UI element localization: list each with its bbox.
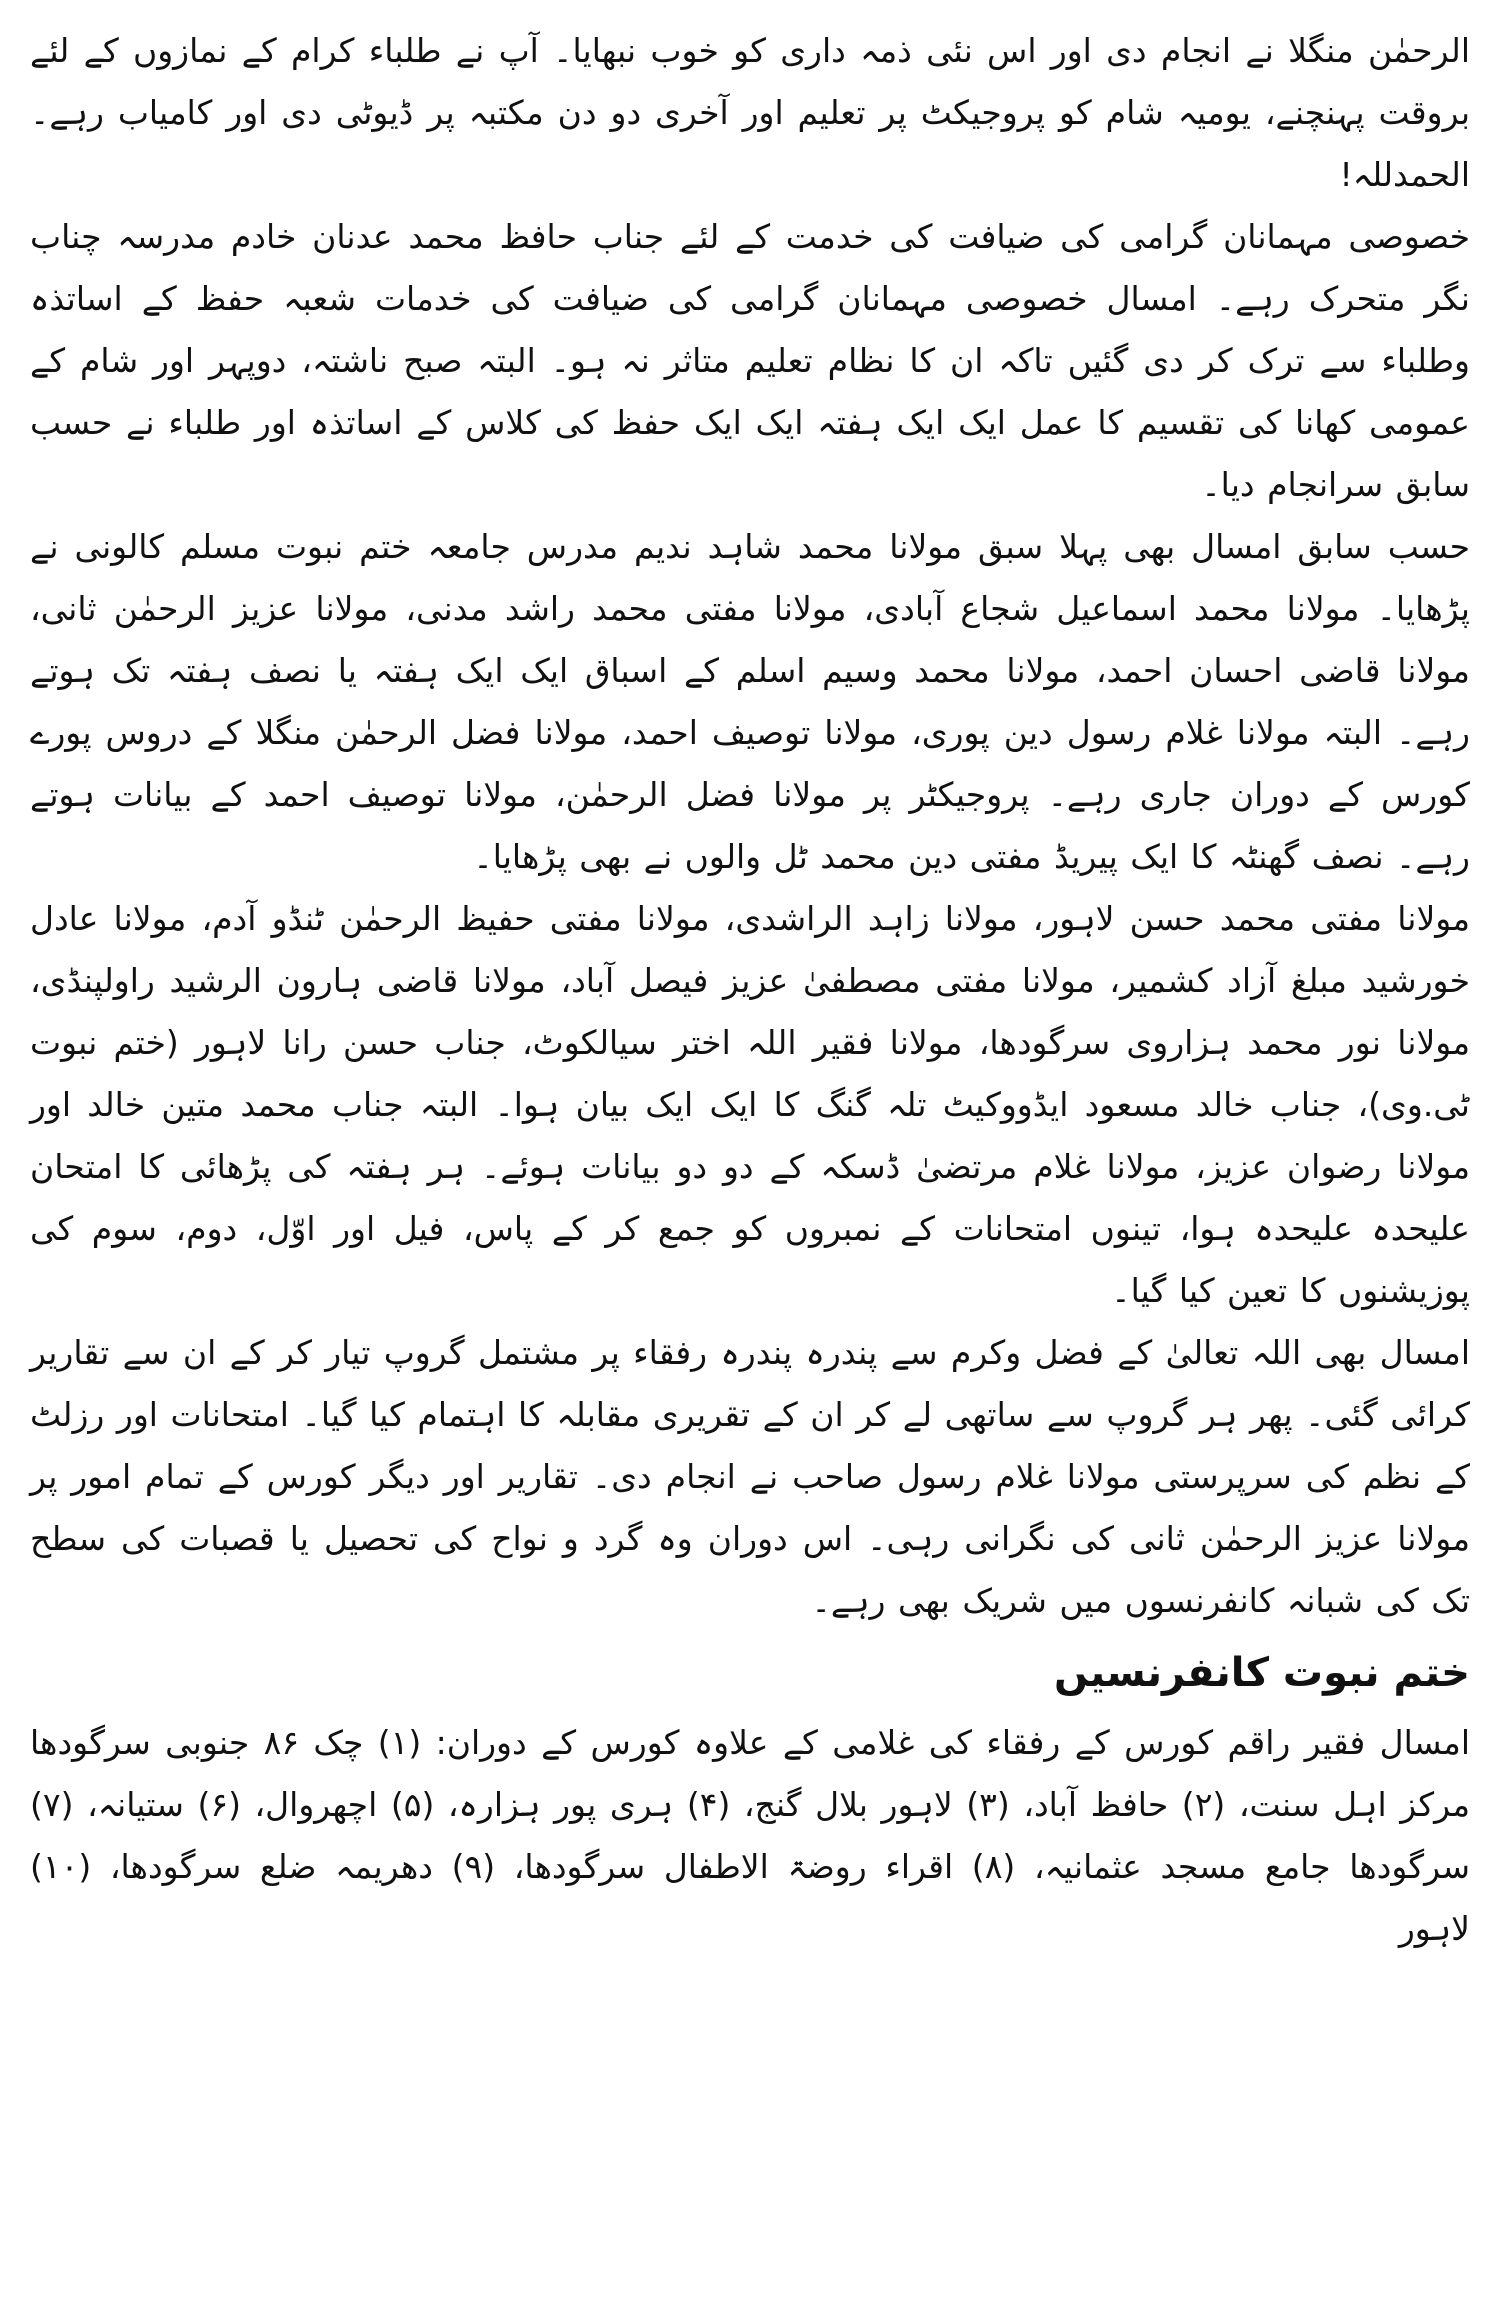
paragraph-3: حسب سابق امسال بھی پہلا سبق مولانا محمد شاہد ندیم مدرس جامعہ ختم نبوت مسلم کالونی نے پڑھایا۔ مولانا محمد اسماعیل شجاع آبادی، مولانا مفتی محمد راشد مدنی، مولانا عزیز الرحمٰن ثانی، مولانا قاضی احسان احمد، مولانا محمد وسیم اسلم کے اسباق ایک ایک ہفتہ یا نصف ہفتہ تک ہوتے رہے۔ البتہ مولانا غلام رسول دین پوری، مولانا توصیف احمد، مولانا فضل الرحمٰن منگلا کے دروس پورے کورس کے دوران جاری رہے۔ پروجیکٹر پر مولانا فضل الرحمٰن، مولانا توصیف احمد کے بیانات ہوتے رہے۔ نصف گھنٹہ کا ایک پیریڈ مفتی دین محمد ٹل والوں نے بھی پڑھایا۔: [30, 527, 1470, 876]
paragraph-1: الرحمٰن منگلا نے انجام دی اور اس نئی ذمہ داری کو خوب نبھایا۔ آپ نے طلباء کرام کے نمازوں کے لئے بروقت پہنچنے، یومیہ شام کو پروجیکٹ پر تعلیم اور آخری دو دن مکتبہ پر ڈیوٹی دی اور کامیاب رہے۔ الحمدللہ!: [30, 31, 1470, 194]
document-page: [30, 20, 1470, 2280]
paragraph-6: امسال فقیر راقم کورس کے رفقاء کی غلامی کے علاوہ کورس کے دوران: (۱) چک ۸۶ جنوبی سرگودھا مرکز اہل سنت، (۲) حافظ آباد، (۳) لاہور بلال گنج، (۴) ہری پور ہزارہ، (۵) اچھروال، (۶) ستیانہ، (۷) سرگودھا جامع مسجد عثمانیہ، (۸) اقراء روضۃ الاطفال سرگودھا، (۹) دھریمہ ضلع سرگودھا، (۱۰) لاہور: [30, 1723, 1471, 1948]
paragraph-5: امسال بھی اللہ تعالیٰ کے فضل وکرم سے پندرہ پندرہ رفقاء پر مشتمل گروپ تیار کر کے ان سے تقاریر کرائی گئی۔ پھر ہر گروپ سے ساتھی لے کر ان کے تقریری مقابلہ کا اہتمام کیا گیا۔ امتحانات اور رزلٹ کے نظم کی سرپرستی مولانا غلام رسول صاحب نے انجام دی۔ تقاریر اور دیگر کورس کے تمام امور پر مولانا عزیز الرحمٰن ثانی کی نگرانی رہی۔ اس دوران وہ گرد و نواح کی تحصیل یا قصبات کی سطح تک کی شبانہ کانفرنسوں میں شریک بھی رہے۔: [30, 1333, 1470, 1620]
paragraph-2: خصوصی مہمانان گرامی کی ضیافت کی خدمت کے لئے جناب حافظ محمد عدنان خادم مدرسہ چناب نگر متحرک رہے۔ امسال خصوصی مہمانان گرامی کی ضیافت کی خدمات شعبہ حفظ کے اساتذہ وطلباء سے ترک کر دی گئیں تاکہ ان کا نظام تعلیم متاثر نہ ہو۔ البتہ صبح ناشتہ، دوپہر اور شام کے عمومی کھانا کی تقسیم کا عمل ایک ایک ہفتہ ایک ایک حفظ کی کلاس کے اساتذہ اور طلباء نے حسب سابق سرانجام دیا۔: [30, 217, 1470, 504]
paragraph-4: مولانا مفتی محمد حسن لاہور، مولانا زاہد الراشدی، مولانا مفتی حفیظ الرحمٰن ٹنڈو آدم، مولانا عادل خورشید مبلغ آزاد کشمیر، مولانا مفتی مصطفیٰ عزیز فیصل آباد، مولانا قاضی ہارون الرشید راولپنڈی، مولانا نور محمد ہزاروی سرگودھا، مولانا فقیر اللہ اختر سیالکوٹ، جناب حسن رانا لاہور (ختم نبوت ٹی.وی)، جناب خالد مسعود ایڈووکیٹ تلہ گنگ کا ایک ایک بیان ہوا۔ البتہ جناب محمد متین خالد اور مولانا رضوان عزیز، مولانا غلام مرتضیٰ ڈسکہ کے دو دو بیانات ہوئے۔ ہر ہفتہ کی پڑھائی کا امتحان علیحدہ علیحدہ ہوا، تینوں امتحانات کے نمبروں کو جمع کر کے پاس، فیل اور اوّل، دوم، سوم کی پوزیشنوں کا تعین کیا گیا۔: [30, 899, 1470, 1310]
section-heading: ختم نبوت کانفرنسیں: [1053, 1650, 1470, 1696]
